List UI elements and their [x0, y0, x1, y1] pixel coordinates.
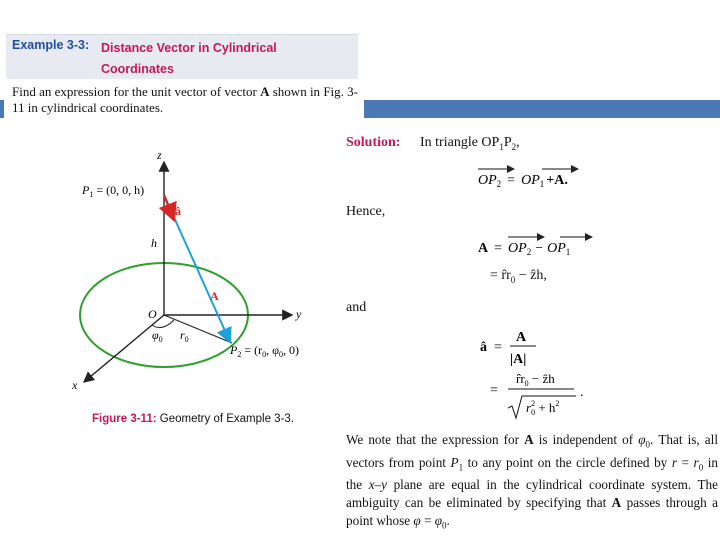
problem-part1: Find an expression for the unit vector of vector — [12, 84, 261, 99]
unit-vector-a-hat — [164, 195, 174, 220]
vector-A-label: A — [210, 289, 219, 303]
y-axis-label: y — [296, 307, 302, 321]
a-hat-label: â — [175, 204, 181, 218]
and-label: and — [346, 300, 367, 315]
equation-2 — [476, 228, 616, 258]
svg-text:|A|: |A| — [510, 352, 527, 367]
accent-bar — [364, 100, 720, 118]
svg-text:=: = — [490, 383, 498, 398]
origin-label: O — [148, 307, 157, 321]
svg-text:A=OP2−OP1: $A = OP_2 - OP_1$ — [478, 241, 571, 257]
caption-label: Figure 3-11: — [92, 413, 157, 425]
p2-label: $P_2 = (r_0$, $\varphi_0$, 0) — [230, 343, 300, 359]
r0-label: $r_0$ — [180, 328, 189, 344]
svg-text:â: â — [480, 340, 487, 355]
phi0-arc — [152, 320, 174, 328]
equation-1 — [470, 160, 610, 190]
example-title-line2: Coordinates — [101, 62, 174, 76]
svg-text:A: A — [516, 330, 527, 345]
solution-label: Solution: — [346, 135, 401, 150]
svg-text:OP2=OP1+A.: $OP_2 = OP_1 +A$. — [478, 173, 568, 189]
x-axis-label: x — [72, 378, 78, 392]
example-title — [101, 38, 301, 80]
r0-radius — [164, 315, 232, 343]
problem-statement — [12, 84, 358, 116]
example-label: Example 3-3: — [12, 38, 90, 52]
equation-4 — [478, 325, 548, 369]
caption-text: Geometry of Example 3-3. — [156, 413, 294, 425]
p1-label: $P_1 = (0$, 0, h) — [82, 183, 145, 199]
solution-intro: In triangle $OP_1P_2$, — [420, 135, 520, 152]
equation-3: = $r̂r_0$ − ẑh, — [490, 268, 547, 285]
equation-5 — [488, 366, 598, 426]
svg-text:r̂r0 − ẑh: $r̂r_0$ − ẑh — [516, 371, 555, 388]
svg-text:r20 + h2: $r^2$ $0 + h^2$ — [526, 399, 560, 417]
phi0-label: $\varphi_0$ — [152, 328, 163, 344]
z-axis-label: z — [157, 148, 162, 162]
left-accent-bar — [0, 100, 4, 118]
svg-text:=: = — [494, 340, 502, 355]
example-title-line1: Distance Vector in Cylindrical — [101, 41, 277, 55]
note-paragraph: We note that the expression for A is independent of $\varphi_0$. That is, all vectors from point $P_1$ to any point on the circle defined by $r = r_0$ in the x–y plane are equal in the cylindrical coordinate system. The ambiguity can be eliminated by specifying that A passes through a point whose $\varphi = \varphi_0$. — [346, 432, 719, 531]
h-label: h — [151, 236, 157, 250]
problem-part2: shown in Fig. 3-11 in cylindrical coordinates. — [12, 84, 358, 115]
hence-label: Hence, — [346, 204, 386, 219]
problem-vector: A — [260, 84, 270, 99]
figure-caption — [92, 413, 294, 425]
geometry-figure — [60, 140, 340, 410]
svg-text:.: . — [580, 385, 584, 400]
